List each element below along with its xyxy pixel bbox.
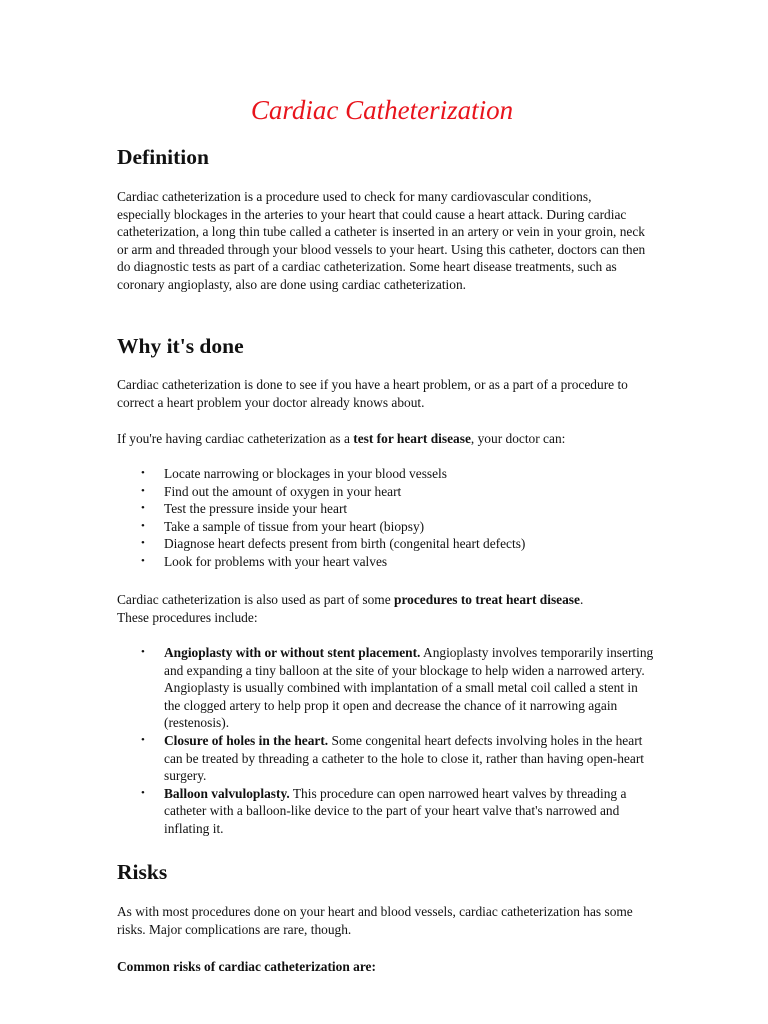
test-intro-post: , your doctor can: [470,431,566,446]
procedure-text: Some congenital heart defects involving holes in the heart can be treated by threading a catheter to the hole to close it, rather than having open-heart surgery. [164,732,644,784]
procedure-text: This procedure can open narrowed heart valves by threading a catheter with a balloon-like device to the part of your heart valve that's narrowed and inflating it. [164,785,627,836]
list-item: • Look for problems with your heart valves [117,553,647,571]
list-item [117,732,655,785]
definition-text: Cardiac catheterization is a procedure used to check for many cardiovascular conditions, especially blockages in the arteries to your heart that could cause a heart attack. During cardiac catheterization, a long thin tube called a catheter is inserted in an artery or vein in your groin, neck or arm and threaded through your blood vessels to your heart. Using this catheter, doctors can then do diagnostic tests as part of a cardiac catheterization. Some heart disease treatments, such as coronary angioplasty, also are done using cardiac catheterization. [117,189,646,292]
list-item: • Diagnose heart defects present from birth (congenital heart defects) [117,535,647,553]
list-item [117,785,655,838]
test-intro-bold: test for heart disease [353,431,471,446]
list-item [117,644,655,732]
test-intro-text [117,430,647,448]
treat-intro-text [117,591,617,626]
why-heading: Why it's done [117,334,244,358]
why-intro-text: Cardiac catheterization is done to see if you have a heart problem, or as a part of a procedure to correct a heart problem your doctor already knows about. [117,377,628,410]
test-intro-pre: If you're having cardiac catheterization as a [117,431,354,446]
list-item: • Find out the amount of oxygen in your heart [117,483,647,501]
list-item: • Test the pressure inside your heart [117,500,647,518]
list-item: • Take a sample of tissue from your heart (biopsy) [117,518,647,536]
risks-text: As with most procedures done on your heart and blood vessels, cardiac catheterization has some risks. Major complications are rare, though. [117,904,633,937]
list-item: • Locate narrowing or blockages in your blood vessels [117,465,647,483]
document-title: Cardiac Catheterization [250,95,514,125]
definition-heading: Definition [117,145,209,169]
procedure-text: Angioplasty involves temporarily inserting and expanding a tiny balloon at the site of your blockage to help widen a narrowed artery. Angioplasty is usually combined with implantation of a small metal coil called a stent in the clogged artery to help prop it open and decrease the chance of it narrowing again (restenosis). [164,645,654,731]
treat-intro-post: . These procedures include: [117,592,584,625]
common-risks-label: Common risks of cardiac catheterization are: [117,959,376,974]
test-list [117,465,647,571]
procedure-name: Balloon valvuloplasty. [164,785,290,801]
procedure-name: Closure of holes in the heart. [164,732,329,748]
procedure-name: Angioplasty with or without stent placement. [164,645,421,660]
risks-heading: Risks [117,860,168,884]
treat-intro-pre: Cardiac catheterization is also used as part of some [117,592,395,607]
procedure-list [117,644,654,838]
treat-intro-bold: procedures to treat heart disease [394,592,580,607]
